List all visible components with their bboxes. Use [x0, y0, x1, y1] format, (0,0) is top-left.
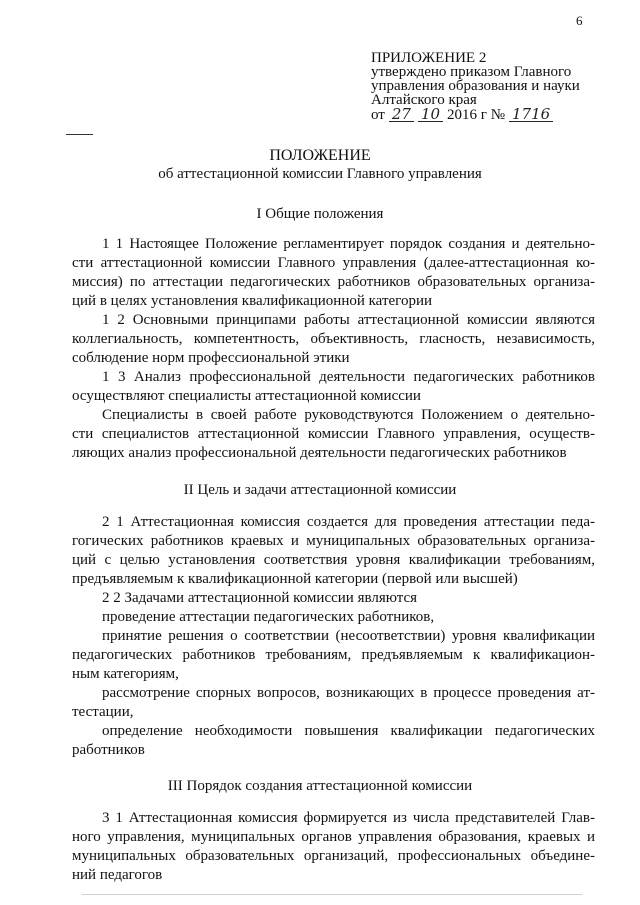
body-line: гогических работников краевых и муниципальных образовательных организа- [72, 533, 595, 549]
body-line: предъявляемым к квалификационной категории (первой или высшей) [72, 571, 518, 587]
body-line: ным категориям, [72, 666, 179, 682]
body-line: сти аттестационной комиссии Главного управления (далее-аттестационная ко- [72, 255, 595, 271]
body-line: рассмотрение спорных вопросов, возникающих в процессе проведения ат- [102, 685, 595, 701]
body-line: 3 1 Аттестационная комиссия формируется из числа представителей Глав- [102, 810, 595, 826]
handwritten-order-number: 1716 [509, 107, 553, 122]
body-line: соблюдение норм профессиональной этики [72, 350, 350, 366]
body-line: ций с целью установления соответствия уровня квалификации требованиям, [72, 552, 595, 568]
body-line: определение необходимости повышения квалификации педагогических [102, 723, 595, 739]
appendix-line: Алтайского края [371, 92, 477, 108]
appendix-line: управления образования и науки [371, 78, 580, 94]
body-line: 1 2 Основными принципами работы аттестационной комиссии являются [102, 312, 595, 328]
document-subtitle: об аттестационной комиссии Главного управления [158, 166, 482, 182]
appendix-line: утверждено приказом Главного [371, 64, 572, 80]
body-line: 2 1 Аттестационная комиссия создается для проведения аттестации педа- [102, 514, 595, 530]
scan-edge-line [82, 894, 582, 895]
body-line: принятие решения о соответствии (несоответствии) уровня квалификации [102, 628, 595, 644]
section-heading: III Порядок создания аттестационной комиссии [167, 778, 473, 794]
body-line: коллегиальность, компетентность, объективность, гласность, независимость, [72, 331, 595, 347]
body-line: осуществляют специалисты аттестационной комиссии [72, 388, 421, 404]
appendix-title: ПРИЛОЖЕНИЕ 2 [371, 50, 487, 66]
body-line: Специалисты в своей работе руководствуются Положением о деятельно- [102, 407, 595, 423]
appendix-date-line [371, 107, 580, 122]
appendix-block [371, 51, 580, 122]
page-number: 6 [576, 13, 583, 28]
section-heading: I Общие положения [256, 206, 384, 222]
body-line: работников [72, 742, 145, 758]
handwritten-month: 10 [418, 107, 443, 122]
body-line: ций в целях установления квалификационной категории [72, 293, 432, 309]
body-line: муниципальных образовательных организаций, профессиональных объедине- [72, 848, 595, 864]
document-title: ПОЛОЖЕНИЕ [269, 147, 371, 164]
date-year: 2016 г № [447, 107, 506, 123]
date-prefix: от [371, 107, 385, 123]
body-line: 1 1 Настоящее Положение регламентирует порядок создания и деятельно- [102, 236, 595, 252]
body-line: 1 3 Анализ профессиональной деятельности педагогических работников [102, 369, 595, 385]
handwritten-day: 27 [389, 107, 414, 122]
body-line: миссия) по аттестации педагогических работников образовательных организа- [72, 274, 595, 290]
body-line: 2 2 Задачами аттестационной комиссии являются [102, 590, 418, 606]
body-line: проведение аттестации педагогических работников, [102, 609, 435, 625]
body-line: тестации, [72, 704, 134, 720]
body-line: педагогических работников требованиям, предъявляемым к квалификацион- [72, 647, 595, 663]
body-line: ляющих анализ профессиональной деятельности педагогических работников [72, 445, 567, 461]
separator-dash [66, 134, 93, 135]
body-line: ного управления, муниципальных органов управления образования, краевых и [72, 829, 595, 845]
body-line: сти специалистов аттестационной комиссии Главного управления, осуществ- [72, 426, 595, 442]
section-heading: II Цель и задачи аттестационной комиссии [183, 482, 457, 498]
body-line: ний педагогов [72, 867, 163, 883]
